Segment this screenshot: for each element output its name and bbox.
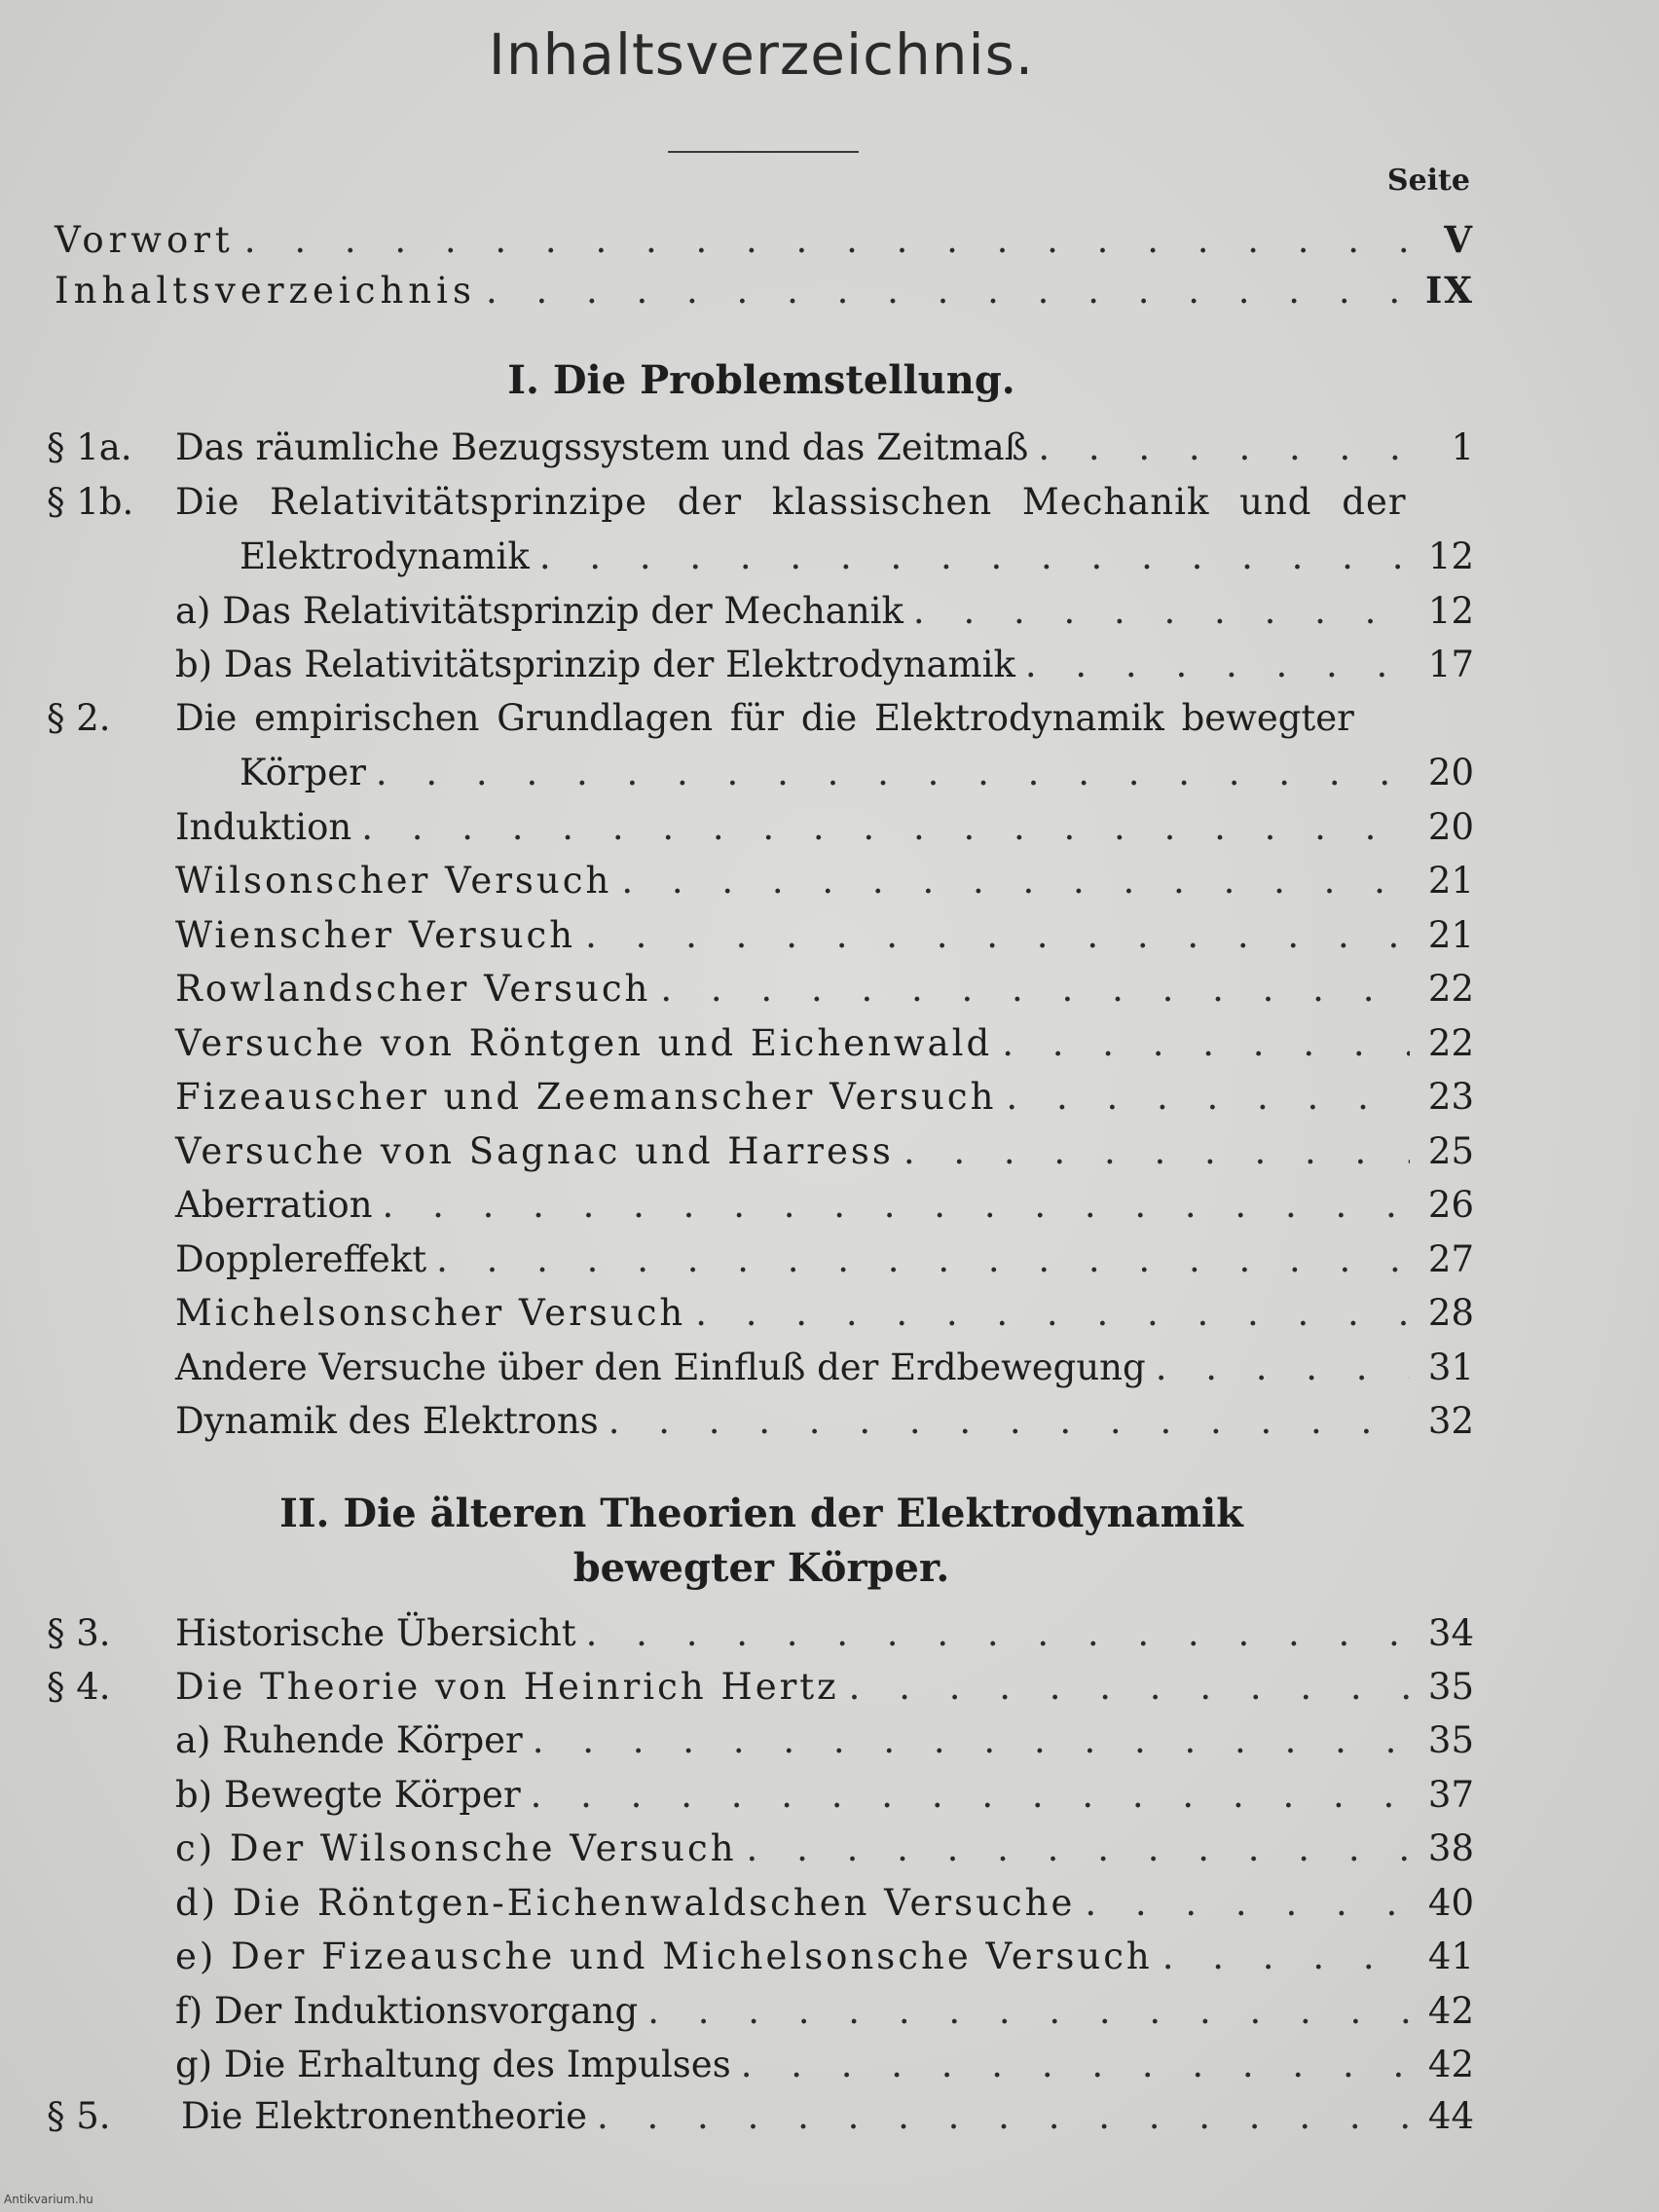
leader-dots	[638, 1984, 1410, 2039]
section-number: § 1a.	[47, 426, 132, 468]
toc-page-number: 34	[1427, 1612, 1474, 1654]
toc-entry-text: Die empirischen Grundlagen für die Elektrodynamik bewegter	[175, 697, 1354, 739]
leader-dots	[235, 213, 1410, 268]
toc-entry-text: g) Die Erhaltung des Impulses	[175, 2044, 731, 2085]
toc-entry-text: Historische Übersicht	[175, 1612, 576, 1654]
toc-entry-text: a) Das Relativitätsprinzip der Mechanik	[175, 590, 903, 632]
toc-entry	[0, 800, 1659, 855]
leader-dots	[576, 1606, 1410, 1661]
toc-page-number: 40	[1427, 1882, 1474, 1924]
toc-page-number: 12	[1427, 535, 1474, 577]
page-title: Inhaltsverzeichnis.	[488, 21, 1035, 88]
toc-page-number: 21	[1427, 914, 1474, 956]
watermark: Antikvarium.hu	[4, 2193, 93, 2206]
leader-dots	[575, 908, 1410, 963]
toc-entry	[0, 1930, 1659, 1984]
toc-entry-text: Dopplereffekt	[175, 1238, 427, 1280]
toc-entry-text: Dynamik des Elektrons	[175, 1400, 599, 1442]
toc-entry	[0, 746, 1659, 800]
leader-dots	[1146, 1341, 1410, 1395]
toc-entry-contents	[0, 263, 1659, 317]
toc-entry	[0, 1233, 1659, 1287]
toc-entry	[0, 1876, 1659, 1931]
toc-page-number: 20	[1427, 752, 1474, 793]
toc-entry-text: Das räumliche Bezugssystem und das Zeitmaß	[175, 426, 1029, 468]
leader-dots	[1153, 1930, 1410, 1984]
section-number: § 5.	[47, 2095, 111, 2137]
toc-page-number: 42	[1427, 1990, 1474, 2032]
toc-entry-text: f) Der Induktionsvorgang	[175, 1990, 639, 2032]
toc-entry-text: Körper	[240, 752, 366, 793]
toc-page-number: 20	[1427, 806, 1474, 848]
leader-dots	[1015, 638, 1410, 692]
leader-dots	[650, 962, 1410, 1016]
toc-page-number: 23	[1427, 1076, 1474, 1118]
chapter-2-heading-line-1: II. Die älteren Theorien der Elektrodynamik	[279, 1491, 1243, 1536]
leader-dots	[426, 1233, 1410, 1287]
toc-entry-text: Wilsonscher Versuch	[175, 860, 612, 902]
section-number: § 4.	[47, 1666, 111, 1708]
toc-page-number: 38	[1427, 1827, 1474, 1869]
leader-dots	[992, 1016, 1410, 1071]
toc-page-number: 35	[1427, 1719, 1474, 1761]
toc-entry	[0, 530, 1659, 584]
toc-page-number: 22	[1427, 1022, 1474, 1064]
toc-entry	[0, 854, 1659, 908]
leader-dots	[839, 1660, 1410, 1714]
leader-dots	[351, 800, 1410, 855]
toc-entry	[0, 1984, 1659, 2039]
toc-entry-text: Aberration	[175, 1184, 373, 1226]
toc-entry	[0, 1394, 1659, 1449]
toc-entry	[0, 1178, 1659, 1233]
chapter-1-heading: I. Die Problemstellung.	[507, 357, 1015, 403]
toc-entry	[0, 1016, 1659, 1071]
section-number: § 2.	[47, 697, 111, 739]
toc-page-number: 35	[1427, 1666, 1474, 1708]
section-number: § 3.	[47, 1612, 111, 1654]
toc-page-number: 31	[1427, 1346, 1474, 1388]
toc-entry	[0, 691, 1659, 746]
toc-entry-text: Die Theorie von Heinrich Hertz	[175, 1666, 839, 1708]
leader-dots	[731, 2038, 1410, 2092]
toc-entry-text: Michelsonscher Versuch	[175, 1292, 686, 1334]
toc-entry-text: Rowlandscher Versuch	[175, 968, 651, 1010]
toc-page-number: V	[1444, 218, 1474, 261]
toc-entry	[0, 1070, 1659, 1124]
leader-dots	[373, 1178, 1410, 1233]
toc-entry-text: Versuche von Röntgen und Eichenwald	[175, 1022, 993, 1064]
toc-entry-text: d) Die Röntgen-Eichenwaldschen Versuche	[175, 1882, 1076, 1924]
leader-dots	[587, 2089, 1410, 2144]
toc-entry-text: e) Der Fizeausche und Michelsonsche Versuch	[175, 1936, 1153, 1977]
toc-entry	[0, 1286, 1659, 1341]
leader-dots	[1075, 1876, 1410, 1931]
leader-dots	[530, 530, 1410, 584]
toc-page-number: 21	[1427, 860, 1474, 902]
toc-entry-text: Elektrodynamik	[240, 535, 530, 577]
toc-page-number: 22	[1427, 968, 1474, 1010]
toc-entry-text: Die Relativitätsprinzipe der klassischen Mechanik und der	[175, 481, 1407, 523]
toc-page-number: 32	[1427, 1400, 1474, 1442]
toc-entry-text: Wienscher Versuch	[175, 914, 576, 956]
toc-page-number: 17	[1427, 644, 1474, 685]
leader-dots	[1028, 421, 1410, 475]
toc-entry-text: b) Bewegte Körper	[175, 1774, 521, 1816]
toc-entry-text: Induktion	[175, 806, 352, 848]
toc-page-number: 42	[1427, 2044, 1474, 2085]
toc-entry	[0, 908, 1659, 963]
section-number: § 1b.	[47, 481, 134, 523]
toc-entry	[0, 421, 1659, 475]
leader-dots	[521, 1768, 1410, 1823]
toc-entry	[0, 2089, 1659, 2144]
toc-entry-text: Die Elektronentheorie	[181, 2095, 587, 2137]
chapter-2-heading-line-2: bewegter Körper.	[572, 1545, 950, 1591]
leader-dots	[737, 1822, 1410, 1876]
toc-entry	[0, 1341, 1659, 1395]
toc-entry-text: c) Der Wilsonsche Versuch	[175, 1827, 737, 1869]
toc-entry	[0, 1124, 1659, 1179]
toc-page-number: 28	[1427, 1292, 1474, 1334]
leader-dots	[685, 1286, 1410, 1341]
leader-dots	[903, 584, 1410, 639]
toc-page-number: 44	[1427, 2095, 1474, 2137]
toc-entry-text: b) Das Relativitätsprinzip der Elektrodynamik	[175, 644, 1015, 685]
toc-entry	[0, 475, 1659, 530]
toc-entry	[0, 638, 1659, 692]
leader-dots	[996, 1070, 1410, 1124]
toc-entry-text: Vorwort	[55, 219, 235, 261]
leader-dots	[611, 854, 1410, 908]
toc-page-number: 1	[1451, 426, 1474, 468]
toc-page-number: 25	[1427, 1130, 1474, 1172]
toc-entry-preface	[0, 212, 1659, 267]
toc-page-number: 41	[1427, 1936, 1474, 1977]
toc-entry	[0, 1660, 1659, 1714]
page-column-label: Seite	[1386, 164, 1470, 198]
toc-entry	[0, 1714, 1659, 1768]
toc-entry	[0, 584, 1659, 639]
toc-page-number: 27	[1427, 1238, 1474, 1280]
toc-entry-text: Fizeauscher und Zeemanscher Versuch	[175, 1076, 997, 1118]
leader-dots	[599, 1394, 1410, 1449]
leader-dots	[366, 746, 1410, 800]
toc-page-number: 12	[1427, 590, 1474, 632]
leader-dots	[476, 264, 1410, 318]
toc-entry-text: Versuche von Sagnac und Harress	[175, 1130, 894, 1172]
toc-page-number: 26	[1427, 1184, 1474, 1226]
toc-entry-text: Andere Versuche über den Einfluß der Erdbewegung	[175, 1346, 1146, 1388]
title-divider	[668, 151, 859, 153]
toc-entry	[0, 962, 1659, 1016]
toc-page-number: 37	[1427, 1774, 1474, 1816]
toc-entry	[0, 1768, 1659, 1823]
toc-entry-text: a) Ruhende Körper	[175, 1719, 523, 1761]
toc-entry	[0, 1822, 1659, 1876]
toc-entry	[0, 2038, 1659, 2092]
toc-page-number: IX	[1424, 269, 1474, 312]
toc-entry	[0, 1606, 1659, 1661]
leader-dots	[523, 1714, 1410, 1768]
toc-entry-text: Inhaltsverzeichnis	[55, 270, 476, 312]
leader-dots	[894, 1124, 1410, 1179]
